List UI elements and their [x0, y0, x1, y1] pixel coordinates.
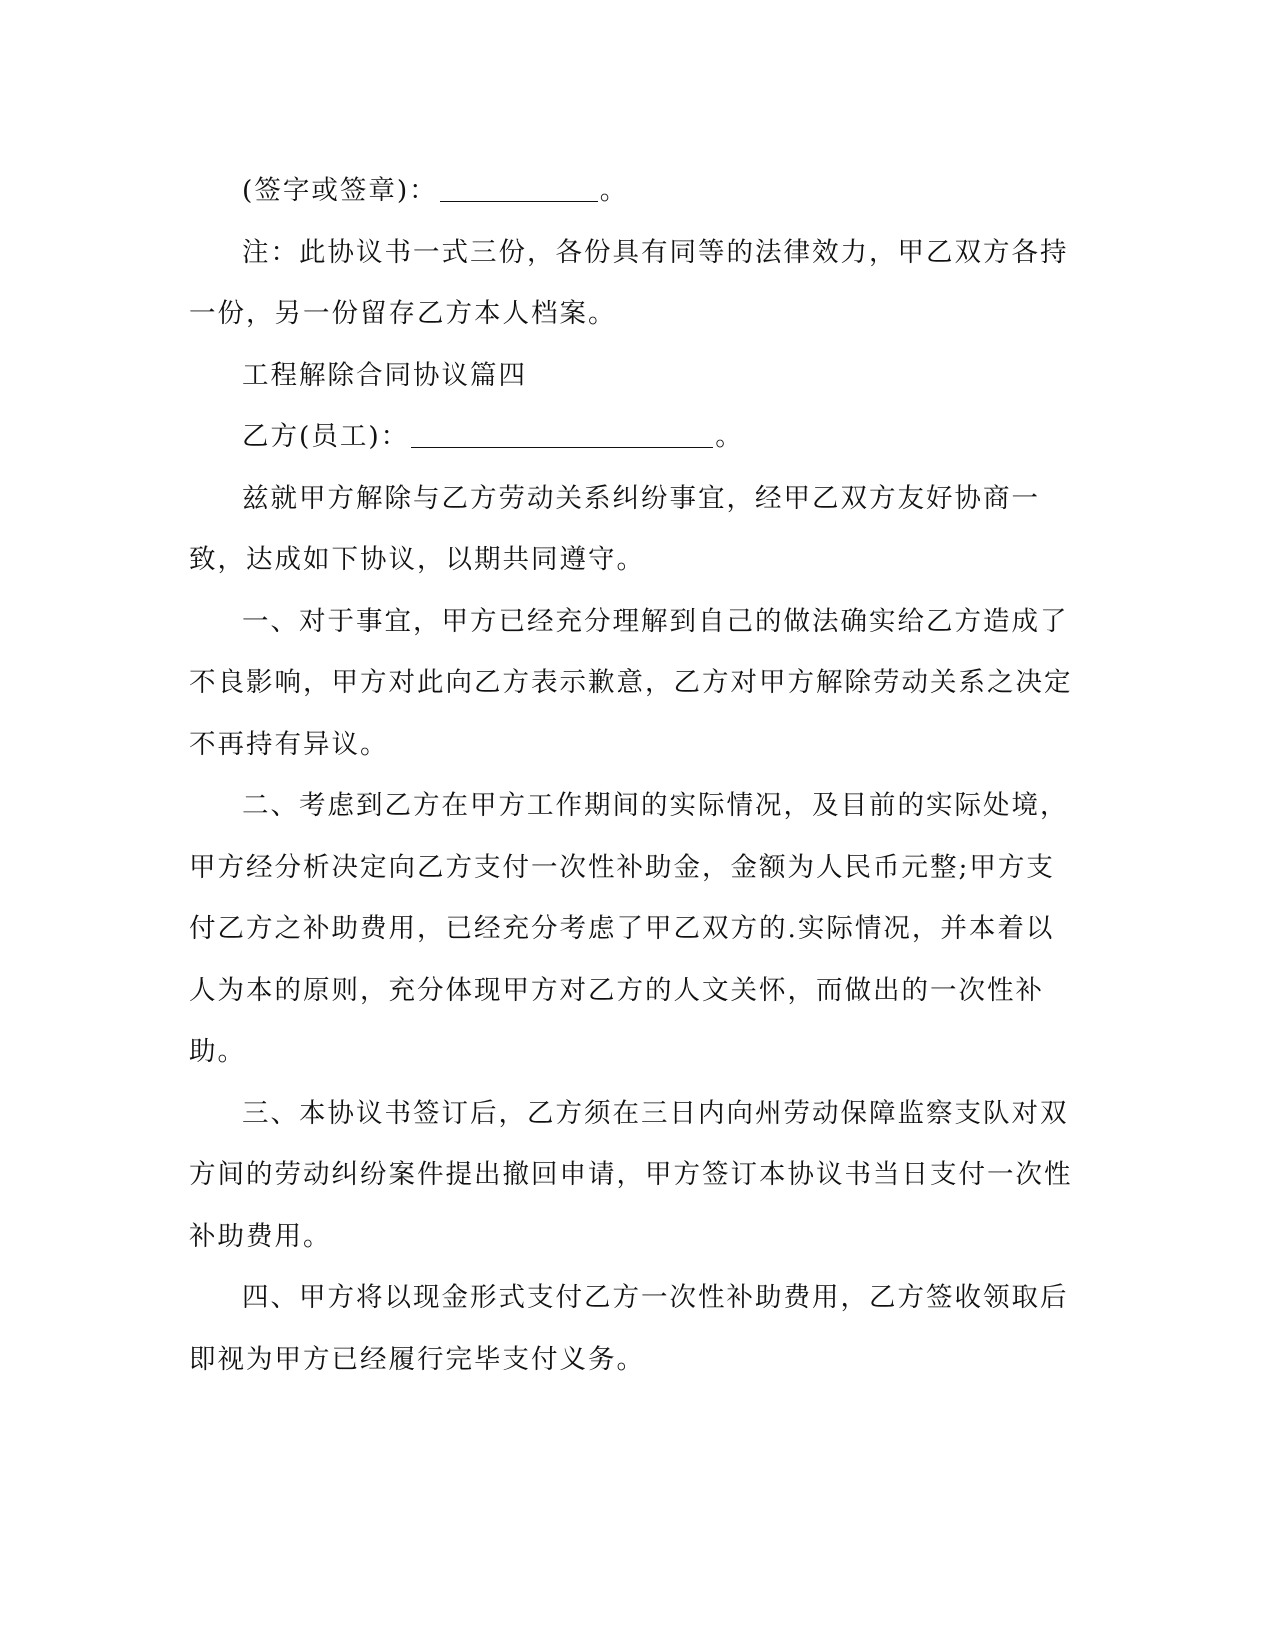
clause-4-paragraph: 四、甲方将以现金形式支付乙方一次性补助费用，乙方签收领取后即视为甲方已经履行完毕支付义务。: [189, 1282, 1069, 1375]
signature-blank: [440, 173, 598, 202]
clause-3-paragraph: 三、本协议书签订后，乙方须在三日内向州劳动保障监察支队对双方间的劳动纠纷案件提出撤回申请，甲方签订本协议书当日支付一次性补助费用。: [189, 1097, 1073, 1252]
section-title: 工程解除合同协议篇四: [242, 359, 527, 391]
clause-2-paragraph: 二、考虑到乙方在甲方工作期间的实际情况，及目前的实际处境，甲方经分析决定向乙方支付一次性补助金，金额为人民币元整;甲方支付乙方之补助费用，已经充分考虑了甲乙双方的.实际情况，并本着以人为本的原则，充分体现甲方对乙方的人文关怀，而做出的一次性补助。: [189, 790, 1069, 1067]
signature-line: [189, 160, 1079, 222]
party-b-line: [189, 406, 1079, 468]
signature-label: (签字或签章)：: [242, 175, 438, 206]
note-paragraph: 注：此协议书一式三份，各份具有同等的法律效力，甲乙双方各持一份，另一份留存乙方本人档案。: [189, 236, 1069, 329]
document-body: [189, 160, 1079, 1390]
party-b-suffix: 。: [715, 421, 744, 452]
signature-suffix: 。: [599, 175, 629, 206]
party-b-label: 乙方(员工)：: [242, 421, 410, 452]
intro-paragraph: 兹就甲方解除与乙方劳动关系纠纷事宜，经甲乙双方友好协商一致，达成如下协议，以期共同遵守。: [189, 482, 1040, 575]
party-b-blank: [411, 419, 713, 448]
clause-1-paragraph: 一、对于事宜，甲方已经充分理解到自己的做法确实给乙方造成了不良影响，甲方对此向乙方表示歉意，乙方对甲方解除劳动关系之决定不再持有异议。: [189, 605, 1073, 760]
